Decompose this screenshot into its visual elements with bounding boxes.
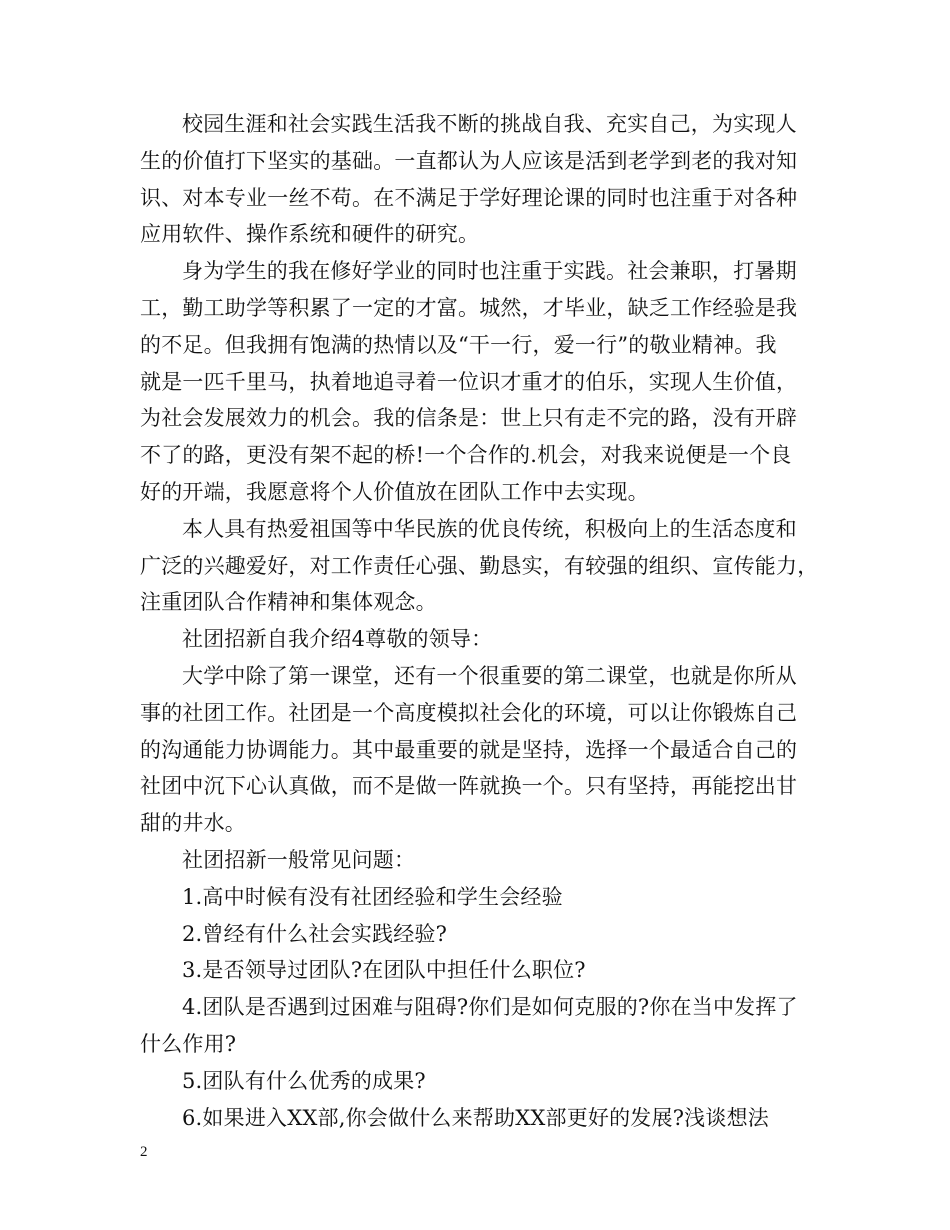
text-line: 本人具有热爱祖国等中华民族的优良传统，积极向上的生活态度和 bbox=[182, 516, 797, 541]
text-line: 好的开端，我愿意将个人价值放在团队工作中去实现。 bbox=[140, 479, 649, 504]
text-line: 什么作用? bbox=[140, 1031, 237, 1056]
text-line: 的沟通能力协调能力。其中最重要的就是坚持，选择一个最适合自己的 bbox=[140, 737, 798, 762]
text-line: 3.是否领导过团队?在团队中担任什么职位? bbox=[182, 958, 586, 983]
text-line: 甜的井水。 bbox=[140, 811, 246, 836]
text-line: 事的社团工作。社团是一个高度模拟社会化的环境，可以让你锻炼自己 bbox=[140, 700, 798, 725]
text-line: 识、对本专业一丝不苟。在不满足于学好理论课的同时也注重于对各种 bbox=[140, 185, 798, 210]
text-line: 5.团队有什么优秀的成果? bbox=[182, 1068, 426, 1093]
text-line: 校园生涯和社会实践生活我不断的挑战自我、充实自己，为实现人 bbox=[182, 112, 797, 136]
text-line: 工，勤工助学等积累了一定的才富。城然，才毕业，缺乏工作经验是我 bbox=[140, 295, 798, 320]
text-line: 2.曾经有什么社会实践经验? bbox=[182, 921, 448, 946]
text-line: 应用软件、操作系统和硬件的研究。 bbox=[140, 222, 480, 247]
text-line: 就是一匹千里马，执着地追寻着一位识才重才的伯乐，实现人生价值， bbox=[140, 369, 798, 394]
text-line: 不了的路，更没有架不起的桥!一个合作的.机会，对我来说便是一个良 bbox=[140, 443, 792, 468]
text-line: 为社会发展效力的机会。我的信条是：世上只有走不完的路，没有开辟 bbox=[140, 406, 798, 431]
page-number: 2 bbox=[140, 1144, 148, 1160]
text-line: 社团中沉下心认真做，而不是做一阵就换一个。只有坚持，再能挖出甘 bbox=[140, 774, 798, 799]
text-line: 广泛的兴趣爱好，对工作责任心强、勤恳实，有较强的组织、宣传能力， bbox=[140, 553, 819, 578]
text-line: 4.团队是否遇到过困难与阻碍?你们是如何克服的?你在当中发挥了 bbox=[182, 995, 798, 1020]
text-line: 社团招新自我介绍4尊敬的领导： bbox=[182, 627, 493, 652]
text-line: 身为学生的我在修好学业的同时也注重于实践。社会兼职，打暑期 bbox=[182, 259, 797, 284]
text-line: 的不足。但我拥有饱满的热情以及“干一行，爱一行”的敬业精神。我 bbox=[140, 332, 777, 357]
text-line: 6.如果进入XX部,你会做什么来帮助XX部更好的发展?浅谈想法 bbox=[182, 1105, 769, 1130]
text-line: 1.高中时候有没有社团经验和学生会经验 bbox=[182, 884, 563, 909]
text-line: 社团招新一般常见问题： bbox=[182, 847, 416, 872]
text-line: 生的价值打下坚实的基础。一直都认为人应该是活到老学到老的我对知 bbox=[140, 148, 798, 173]
text-line: 注重团队合作精神和集体观念。 bbox=[140, 590, 437, 615]
document-body bbox=[140, 106, 819, 1136]
text-line: 大学中除了第一课堂，还有一个很重要的第二课堂，也就是你所从 bbox=[182, 663, 797, 688]
